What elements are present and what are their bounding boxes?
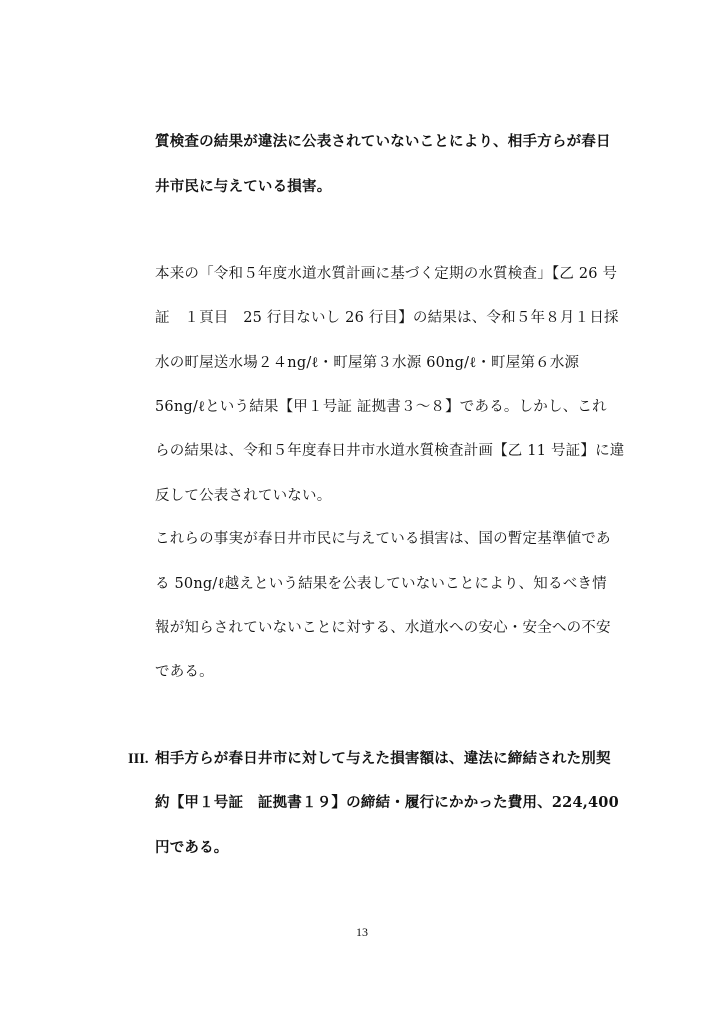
paragraph1-line-2: 証 １頁目 25 行目ないし 26 行目】の結果は、令和５年８月１日採 [155, 310, 619, 326]
page-number: 13 [356, 925, 368, 939]
paragraph1-line-6: 反して公表されていない。 [155, 488, 332, 504]
section3-line-1: 相手方らが春日井市に対して与えた損害額は、違法に締結された別契 [155, 750, 611, 767]
heading-line-1: 質検査の結果が違法に公表されていないことにより、相手方らが春日 [155, 133, 611, 150]
paragraph2-line-3: 報が知らされていないことに対する、水道水への安心・安全への不安 [155, 620, 611, 636]
section3-line-2: 約【甲１号証 証拠書１９】の締結・履行にかかった費用、224,400 [155, 794, 619, 811]
paragraph2-line-4: である。 [155, 664, 214, 680]
paragraph1-line-5: らの結果は、令和５年度春日井市水道水質検査計画【乙 11 号証】に違 [155, 443, 625, 459]
paragraph1-line-4: 56ng/ℓという結果【甲１号証 証拠書３～８】である。しかし、これ [155, 399, 607, 415]
section3-marker: III. [128, 751, 149, 767]
section3-line-3: 円である。 [155, 839, 229, 856]
paragraph2-line-1: これらの事実が春日井市民に与えている損害は、国の暫定基準値であ [155, 531, 611, 547]
paragraph1-line-1: 本来の「令和５年度水道水質計画に基づく定期の水質検査」【乙 26 号 [155, 266, 618, 282]
heading-line-2: 井市民に与えている損害。 [155, 178, 332, 195]
paragraph1-line-3: 水の町屋送水場２４ng/ℓ・町屋第３水源 60ng/ℓ・町屋第６水源 [155, 355, 580, 371]
paragraph2-line-2: る 50ng/ℓ越えという結果を公表していないことにより、知るべき情 [155, 576, 607, 592]
